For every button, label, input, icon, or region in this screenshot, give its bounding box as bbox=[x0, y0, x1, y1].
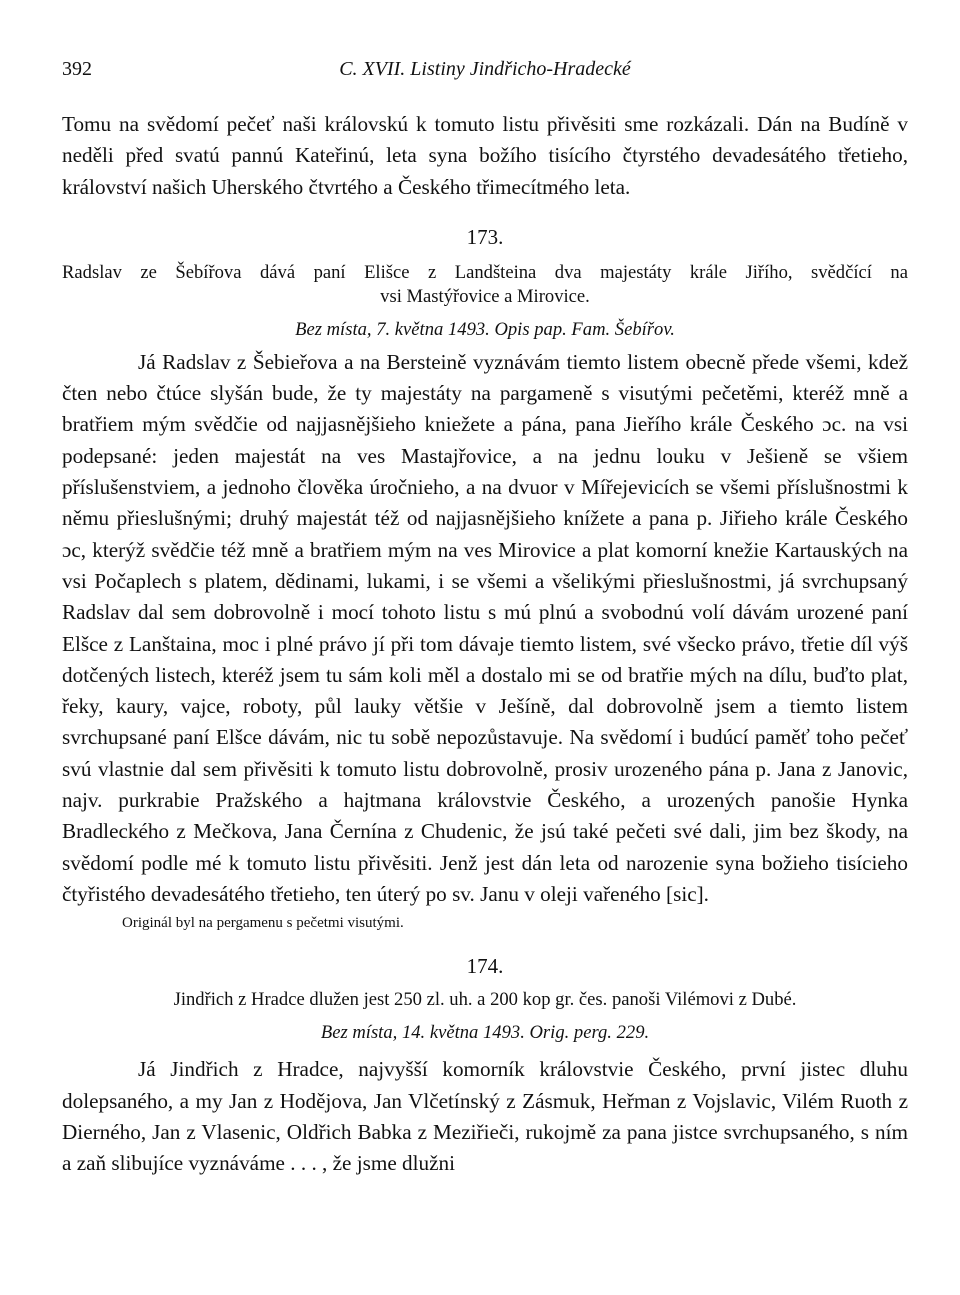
document-number-173: 173. bbox=[466, 224, 504, 249]
opening-paragraph: Tomu na svědomí pečeť naši královskú k tomuto listu přivěsiti sme rozkázali. Dán na Budíně v neděli před svatú pannú Kateřinú, leta syna božího tisícího čtyrstého devadesátého třetieho, království našich Uherského čtvrtého a Českého třimecítmého leta. bbox=[62, 112, 908, 199]
document-text-174: Já Jindřich z Hradce, najvyšší komorník královstvie Českého, první jistec dluhu dolepsaného, a my Jan z Hodějova, Jan Vlčetínský z Zásmuk, Heřman z Vojslavic, Vilém Ruoth z Dierného, Jan z Vlasenic, Oldřich Babka z Meziřieči, rukojmě za pana jistce svrchupsaného, s ním a zaň slibujíce vyznáváme . . . , že jsme dlužni bbox=[62, 1057, 908, 1176]
document-summary-174: Jindřich z Hradce dlužen jest 250 zl. uh. a 200 kop gr. čes. panoši Vilémovi z Dubé. bbox=[173, 989, 797, 1011]
document-summary-173-line2: vsi Mastýřovice a Mirovice. bbox=[380, 285, 590, 307]
page-number: 392 bbox=[62, 58, 92, 80]
document-summary-173-line1: Radslav ze Šebířova dává paní Elišce z Landšteina dva majestáty krále Jiřího, svědčící na bbox=[62, 261, 908, 283]
document-note-173: Originál byl na pergamenu s pečetmi visutými. bbox=[122, 915, 404, 932]
document-source-174: Bez místa, 14. května 1493. Orig. perg. 229. bbox=[320, 1022, 650, 1044]
running-title: C. XVII. Listiny Jindřicho-Hradecké bbox=[339, 58, 631, 80]
book-page bbox=[62, 58, 908, 1179]
document-source-173: Bez místa, 7. května 1493. Opis pap. Fam. Šebířov. bbox=[295, 318, 675, 340]
document-text-173: Já Radslav z Šebieřova a na Bersteině vyznávám tiemto listem obecně přede všemi, kdež čten nebo čtúce slyšán bude, že ty majestáty na pargameně s visutými pečetěmi, kteréž mně a bratřiem mým svědčie od najjasnějšieho kniežete a pána, pana Jieřího krále Českého ɔc. na vsi podepsané: jeden majestát na ves Mastajřovice, a na jednu louku v Ješieně se všiem příslušenstviem, a jednoho člověka úročnieho, a na dvuor v Mířejevicích se všemi příslušnostmi k němu přieslušnými; druhý majestát též od najjasnějšieho knížete a pana p. Jiřieho krále Českého ɔc, kterýž svědčie též mně a bratřiem mým na ves Mirovice a plat komorní knežie Kartauských na vsi Počaplech s platem, dědinami, lukami, i se všemi a všelikými přieslušnostmi, já svrchupsaný Radslav dal sem dobrovolně i mocí tohoto listu s mú plnú a svobodnú volí dávám urozené paní Elšce z Lanštaina, moc i plné právo jí při tom dávaje tiemto listem, své všecko právo, třetie díl výš dotčených listech, kteréž jsem tu sám koli měl a dostalo mi se od bratřie mých na dílu, buďto plat, řeky, kaury, vajce, roboty, půl lauky většie v Ješíně, dal dobrovolně jsem a tiemto listem svrchupsané paní Elšce dávám, nic tu sobě nepozůstavuje. Na svědomí i budúcí paměť toho pečeť svú vlastnie dal sem přivěsiti k tomuto listu dobrovolně, prosiv urozeného pána p. Jana z Janovic, najv. purkrabie Pražského a hajtmana královstvie Českého, a urozených panošie Hynka Bradleckého z Mečkova, Jana Černína z Chudenic, že jsú také pečeti své dali, jim bez škody, na svědomí podle mé k tomuto listu přivěsiti. Jenž jest dán leta od narozenie syna božieho tisícieho čtyřistého devadesátého třetieho, ten úterý po sv. Janu v oleji vařeného [sic]. bbox=[62, 349, 908, 906]
running-head bbox=[62, 58, 908, 90]
document-number-174: 174. bbox=[466, 954, 504, 979]
